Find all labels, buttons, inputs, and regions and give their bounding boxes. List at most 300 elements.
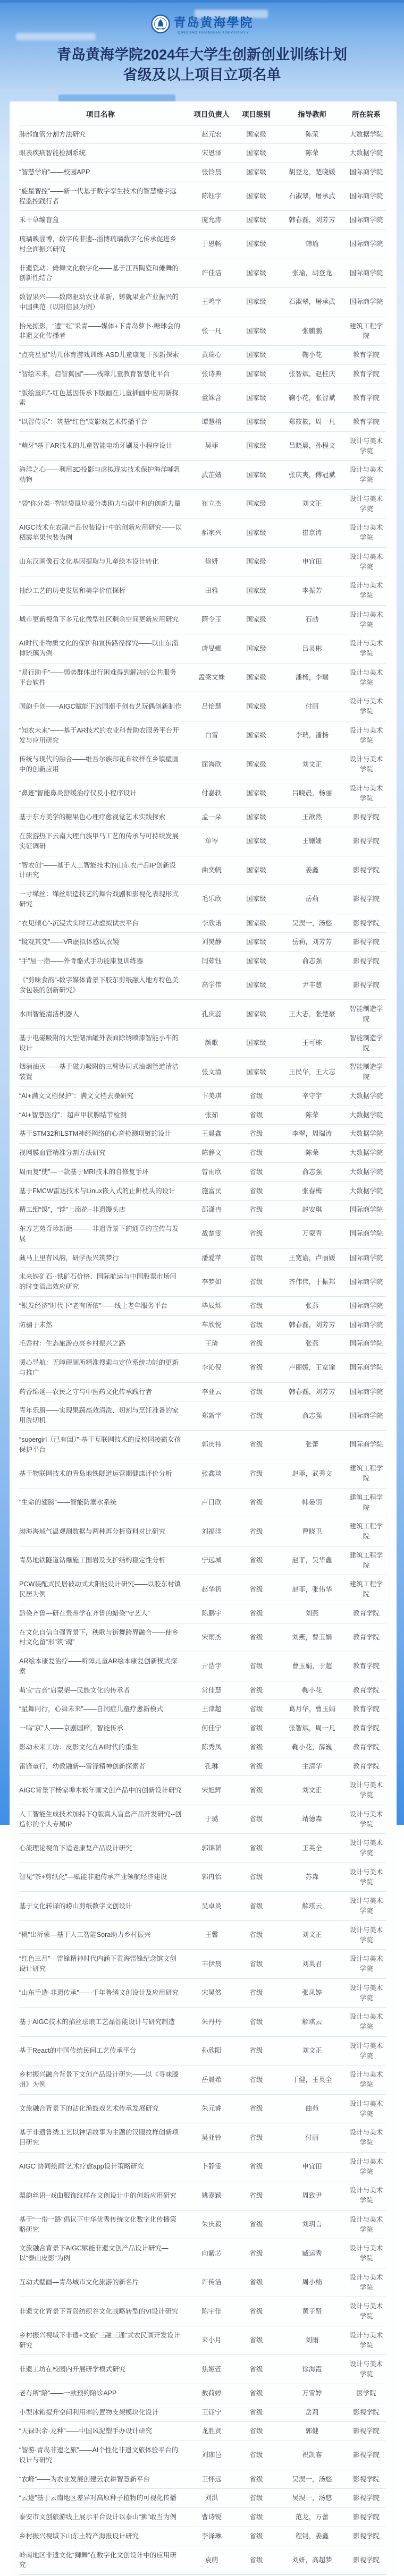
project-leader: 田雅 — [205, 586, 218, 594]
project-level: 国家级 — [246, 938, 266, 946]
project-level: 省级 — [249, 1441, 263, 1449]
table-row — [19, 548, 386, 577]
advisors: 程钊，姜鑫 — [295, 2532, 329, 2540]
project-name: 文旅融合背景下AIGC赋能非遗文创产品设计研究—以“泰山皮影”为例 — [19, 2245, 169, 2263]
project-leader: 刘洪 — [205, 2494, 218, 2502]
project-leader: 王琦 — [205, 1340, 218, 1348]
project-level: 省级 — [249, 2365, 263, 2373]
advisors: 石劼 — [305, 616, 319, 624]
department: 建筑工程学院 — [349, 1551, 383, 1569]
department: 设计与美术学院 — [349, 1926, 383, 1944]
table-row — [19, 1489, 386, 1518]
project-level: 省级 — [249, 1989, 263, 1997]
department: 国际商学院 — [349, 192, 383, 200]
project-level: 省级 — [249, 1187, 263, 1195]
project-level: 省级 — [249, 1844, 263, 1852]
department: 国际商学院 — [349, 168, 383, 176]
advisors: 付丽 — [305, 2133, 319, 2141]
project-leader: 宋旭辉 — [201, 1786, 222, 1794]
advisors: 张瑜，胡登龙 — [292, 269, 332, 277]
department: 国际商学院 — [349, 1388, 383, 1396]
department: 影视学院 — [352, 919, 380, 927]
project-name: AR绘本康复治疗——听障儿童AR绘本康复创新模式探索 — [19, 1657, 178, 1675]
project-leader: 焦娅萱 — [201, 2365, 222, 2373]
advisors: 吴淏一，汤悠 — [292, 2494, 332, 2502]
table-row — [19, 1863, 386, 1892]
project-name: “supergirl（已有闺）”-基于互联网技术的反校园凌霸女孩保护平台 — [19, 1435, 181, 1453]
department: 国际商学院 — [349, 1278, 383, 1286]
table-row — [19, 1201, 386, 1220]
project-level: 省级 — [249, 1499, 263, 1507]
advisors: 王英全 — [302, 1844, 322, 1852]
project-level: 国家级 — [246, 616, 266, 624]
project-name: “版绘童印”-红色基因传承下版画在儿童插画中应用新探索 — [19, 389, 179, 407]
department: 国际商学院 — [349, 1206, 383, 1214]
department: 教育学院 — [352, 1633, 380, 1641]
table-row — [19, 2546, 386, 2575]
department: 设计与美术学院 — [349, 2187, 383, 2205]
project-leader: 卢日欣 — [201, 1499, 222, 1507]
project-leader: 毛乐欣 — [201, 895, 222, 903]
project-level: 国家级 — [246, 327, 266, 335]
column-header-project-level: 项目级别 — [242, 110, 271, 118]
university-name-cn: 青岛黄海學院 — [173, 16, 254, 29]
table-row — [19, 490, 386, 519]
table-row — [19, 1700, 386, 1719]
department: 设计与美术学院 — [349, 2013, 383, 2031]
advisors: 周致尹 — [302, 2191, 322, 2199]
department: 国际商学院 — [349, 1254, 383, 1262]
project-level: 国家级 — [246, 418, 266, 426]
project-name: 梨韵丝语--戏曲服饰纹样在文创设计中的创新应用研究 — [19, 2191, 176, 2199]
project-name: 萌宝“古音”启蒙架—民族文化的传承者 — [19, 1686, 130, 1694]
advisors: 臧运秀 — [302, 2249, 322, 2257]
project-level: 国家级 — [246, 351, 266, 359]
department: 影视学院 — [352, 2494, 380, 2502]
table-row — [19, 1182, 386, 1201]
project-level: 国家级 — [246, 240, 266, 248]
table-row — [19, 1431, 386, 1460]
advisors: 陈荣 — [305, 130, 319, 138]
advisors: 王大志，张楚豪 — [289, 1010, 335, 1018]
university-name-en: QINGDAO HUANGHAI UNIVERSITY — [178, 31, 249, 35]
table-row — [19, 1979, 386, 2008]
project-level: 省级 — [249, 1168, 263, 1176]
advisors: 吕晓晨，杨丽 — [292, 789, 332, 797]
table-row — [19, 1719, 386, 1738]
project-leader: 黄瑞心 — [201, 351, 222, 359]
project-leader: 唐旻娜 — [201, 644, 222, 652]
project-leader: 曾雨欣 — [201, 1168, 222, 1176]
project-level: 省级 — [249, 2221, 263, 2229]
table-row — [19, 1575, 386, 1604]
advisors: 陈荣 — [305, 149, 319, 157]
project-leader: 吴菲 — [205, 442, 218, 450]
table-row — [19, 1623, 386, 1653]
advisors: 吕灵彬 — [302, 644, 322, 652]
project-name: “鼻迹”智能鼻炎舒缓治疗仪及小程序设计 — [19, 789, 137, 797]
advisors: 张燕 — [305, 1340, 319, 1348]
project-level: 国家级 — [246, 269, 266, 277]
table-row — [19, 2123, 386, 2153]
project-leader: 刘昊静 — [201, 938, 222, 946]
project-level: 省级 — [249, 2133, 263, 2141]
table-row — [19, 1268, 386, 1297]
table-row — [19, 1738, 386, 1757]
project-level: 省级 — [249, 1149, 263, 1157]
project-leader: 许佳洁 — [201, 269, 222, 277]
project-name: “AI+满文文档保护”：满文文档去噪研究 — [19, 1092, 133, 1100]
project-leader: 谭慧榕 — [201, 418, 222, 426]
department: 设计与美术学院 — [349, 2099, 383, 2118]
department: 设计与美术学院 — [349, 2360, 383, 2378]
advisors: 赵菲，张伟华 — [292, 1585, 332, 1593]
project-name: “镜观其变”——VR虚拟体感试衣镜 — [19, 938, 120, 946]
project-leader: 袁萌 — [205, 2556, 218, 2564]
table-row — [19, 1776, 386, 1805]
project-level: 省级 — [249, 2408, 263, 2416]
table-row — [19, 2037, 386, 2066]
department: 设计与美术学院 — [349, 466, 383, 484]
department: 大数据学院 — [349, 1092, 383, 1100]
project-leader: 白雪 — [205, 732, 218, 739]
table-row — [19, 518, 386, 548]
advisors: 张庆爽，傅冠斌 — [289, 471, 335, 479]
project-leader: 孟梁文姝 — [198, 674, 225, 682]
project-level: 国家级 — [246, 674, 266, 682]
project-leader: 卞美琪 — [201, 1092, 222, 1100]
project-level: 省级 — [249, 1705, 263, 1713]
project-leader: 曹诗锐 — [201, 2513, 222, 2521]
department: 设计与美术学院 — [349, 437, 383, 455]
advisors: 卢丽媛，王宽谕 — [289, 1364, 335, 1372]
table-row — [19, 952, 386, 971]
department: 设计与美术学院 — [349, 2071, 383, 2089]
project-leader: 孔庆蕊 — [201, 1010, 222, 1018]
project-name: 泰安市文创旅游线上展示平台设计以泰山“狮”敢当为例 — [19, 2513, 176, 2521]
table-row — [19, 933, 386, 952]
project-level: 省级 — [249, 2249, 263, 2257]
advisors: 黄子贤 — [302, 2307, 322, 2315]
project-level: 省级 — [249, 2494, 263, 2502]
department: 建筑工程学院 — [349, 1580, 383, 1599]
department: 建筑工程学院 — [349, 322, 383, 340]
advisors: 万蒙青 — [302, 1230, 322, 1238]
table-row — [19, 259, 386, 288]
project-name: “易行助手”——弱势群体出行困难得到解决的公共服务平台软件 — [19, 668, 176, 686]
advisors: 靖德森 — [302, 1815, 322, 1823]
table-body — [19, 125, 386, 2575]
project-leader: 丰伊晨 — [201, 1960, 222, 1968]
department: 大数据学院 — [349, 1149, 383, 1157]
table-row — [19, 2403, 386, 2422]
project-level: 国家级 — [246, 370, 266, 378]
project-level: 省级 — [249, 1724, 263, 1732]
title-underline-streak — [58, 95, 175, 101]
project-name: 青岛地铁隧道钻爆施工围岩及支护结构稳定性分析 — [19, 1557, 166, 1565]
project-name: 暖心导航：无障碍厕所精准搜索与定位系统功能的更新与推广 — [19, 1359, 179, 1376]
project-leader: 颜歌 — [205, 1039, 218, 1047]
project-leader: 王馨 — [205, 1931, 218, 1939]
advisors: 祝凯睿 — [302, 2451, 322, 2459]
table-row — [19, 1459, 386, 1489]
table-row — [19, 779, 386, 809]
project-leader: 朱庆毅 — [201, 2221, 222, 2229]
table-row — [19, 1892, 386, 1921]
advisors: 刘文正 — [302, 2047, 322, 2055]
project-leader: 赵元宏 — [201, 130, 222, 138]
project-leader: 刘珈邑 — [201, 2451, 222, 2459]
project-name: 传统与现代的融合——维吾尔族印花布纹样在乡镇壁画中的创新应用 — [19, 755, 179, 773]
project-name: 基于非遗鲁绣工艺以神话故事为主题的汉服纹样创新项目研究 — [19, 2129, 179, 2147]
project-name: 乡村振兴视域下山东土特产海报设计研究 — [19, 2532, 139, 2540]
department: 教育学院 — [352, 370, 380, 378]
department: 智能制造学院 — [349, 1063, 383, 1081]
department: 大数据学院 — [349, 1187, 383, 1195]
advisors: 辛守宇 — [302, 1092, 322, 1100]
project-leader: 朱丹丹 — [201, 2018, 222, 2026]
advisors: 岳莉，刘芳芳 — [292, 938, 332, 946]
department: 影视学院 — [352, 837, 380, 845]
project-leader: 李沁倪 — [201, 1364, 222, 1372]
table-row — [19, 2211, 386, 2240]
table-row — [19, 2527, 386, 2546]
department: 设计与美术学院 — [349, 2273, 383, 2291]
project-name: 城市更新视角下多元化微型社区剩余空间更新应用研究 — [19, 616, 179, 624]
university-logo — [0, 13, 404, 35]
project-name: 周而复“使”—一款基于MRI技术的自修复手环 — [19, 1168, 149, 1176]
project-name: 雷锋童行，幼教融新---雷锋精神创新探索者 — [19, 1762, 146, 1770]
table-row — [19, 1125, 386, 1144]
project-level: 省级 — [249, 2047, 263, 2055]
project-leader: 王晨鑫 — [201, 1130, 222, 1138]
project-level: 国家级 — [246, 1039, 266, 1047]
project-level: 省级 — [249, 2163, 263, 2171]
table-row — [19, 1220, 386, 1249]
department: 教育学院 — [352, 351, 380, 359]
project-name: 药香绵延—农民之守与中医药文化传承践行者 — [19, 1388, 153, 1396]
table-row — [19, 1334, 386, 1354]
project-leader: 常佳慧 — [201, 1686, 222, 1694]
department: 教育学院 — [352, 1724, 380, 1732]
project-level: 省级 — [249, 1960, 263, 1968]
project-leader: 屈海欣 — [201, 760, 222, 768]
project-level: 省级 — [249, 1786, 263, 1794]
department: 大数据学院 — [349, 149, 383, 157]
department: 设计与美术学院 — [349, 2042, 383, 2060]
advisors: 韩春磊，刘芳芳 — [289, 216, 335, 224]
project-level: 国家级 — [246, 813, 266, 821]
project-leader: 王怀远 — [201, 2475, 222, 2483]
project-name: “天禄识余·龙种”——中国风泥塑手办设计研究 — [19, 2427, 152, 2435]
project-name: 基于STM32和LSTM神经网络的心音检测项链的设计 — [19, 1130, 172, 1138]
advisors: 刘文正 — [302, 1931, 322, 1939]
project-level: 省级 — [249, 1585, 263, 1593]
department: 国际商学院 — [349, 1412, 383, 1419]
advisors: 刘文正 — [302, 1786, 322, 1794]
table-row — [19, 885, 386, 914]
advisors: 刘玥言 — [302, 2221, 322, 2229]
project-level: 省级 — [249, 1873, 263, 1881]
project-name: 青年乐厨——实现果蔬高效清洗、切割与烹饪准备的家用洗切机 — [19, 1407, 179, 1425]
project-level: 国家级 — [246, 866, 266, 874]
department: 建筑工程学院 — [349, 1523, 383, 1541]
advisors: 姜鑫 — [305, 866, 319, 874]
department: 设计与美术学院 — [349, 1810, 383, 1828]
table-row — [19, 211, 386, 230]
table-row — [19, 1058, 386, 1087]
project-name: 非遗瓷动：傩舞文化数字化——基于江西陶瓷和傩舞的创新性结合 — [19, 264, 179, 282]
table-row — [19, 1354, 386, 1383]
project-name: 视网膜血管精准分割方法研究 — [19, 1149, 106, 1157]
table-row — [19, 1106, 386, 1125]
department: 教育学院 — [352, 1662, 380, 1670]
project-name: 文旅融合背景下的沾化渔鼓戏艺术传承发展研究 — [19, 2105, 159, 2113]
project-name: “生命的翅膀”——智能防溺水系统 — [19, 1499, 117, 1507]
department: 设计与美术学院 — [349, 610, 383, 628]
project-level: 省级 — [249, 1092, 263, 1100]
project-level: 省级 — [249, 2513, 263, 2521]
department: 设计与美术学院 — [349, 2302, 383, 2320]
department: 影视学院 — [352, 2427, 380, 2435]
advisors: 苏森 — [305, 1873, 319, 1881]
department: 国际商学院 — [349, 269, 383, 277]
department: 影视学院 — [352, 2451, 380, 2459]
table-row — [19, 808, 386, 827]
table-row — [19, 1383, 386, 1402]
project-level: 国家级 — [246, 558, 266, 566]
table-row — [19, 230, 386, 259]
project-level: 国家级 — [246, 732, 266, 739]
advisors: 徐海霞 — [302, 2365, 322, 2373]
project-level: 省级 — [249, 1557, 263, 1565]
advisors: 尹丰慧 — [302, 981, 322, 989]
project-name: 互动式壁画—青岛城市文化旅游的新名片 — [19, 2279, 139, 2286]
department: 设计与美术学院 — [349, 1955, 383, 1973]
department: 影视学院 — [352, 866, 380, 874]
department: 影视学院 — [352, 2475, 380, 2483]
project-leader: 来小月 — [201, 2336, 222, 2344]
project-name: 东方艺苑奇珍新葩———非遗背景下的通草的宣传与发展 — [19, 1225, 179, 1243]
advisors: 曹玉娟，于超 — [292, 1662, 332, 1670]
project-name: “AI+智慧医疗”：超声甲状腺结节检测 — [19, 1111, 127, 1119]
project-leader: 姚嘉颖 — [201, 2191, 222, 2199]
project-name: “智农创”——基于人工智能技术的山东农产品IP创新设计研究 — [19, 861, 176, 879]
table-row — [19, 1000, 386, 1029]
advisors: 张智斌，周一凡 — [289, 1724, 335, 1732]
project-name: 禾干草编盲盒 — [19, 216, 60, 224]
department: 设计与美术学院 — [349, 2245, 383, 2263]
project-level: 省级 — [249, 1412, 263, 1419]
project-level: 省级 — [249, 2427, 263, 2435]
advisors: 鞠小花，薛巍 — [292, 1743, 332, 1751]
department: 设计与美术学院 — [349, 640, 383, 658]
project-leader: 郭冉怡 — [201, 1873, 222, 1881]
advisors: 刘文正 — [302, 500, 322, 508]
project-leader: 敖荷婷 — [201, 2389, 222, 2397]
department: 国际商学院 — [349, 1441, 383, 1449]
department: 建筑工程学院 — [349, 1493, 383, 1511]
project-name: 毛岙村：生态旅游点亮乡村振兴之路 — [19, 1340, 126, 1348]
table-row — [19, 288, 386, 317]
department: 智能制造学院 — [349, 1005, 383, 1023]
department: 国际商学院 — [349, 1340, 383, 1348]
project-level: 省级 — [249, 1633, 263, 1641]
advisors: 岳莉 — [305, 895, 319, 903]
department: 设计与美术学院 — [349, 668, 383, 686]
table-row — [19, 2268, 386, 2298]
advisors: 张燕 — [305, 1302, 319, 1310]
project-level: 国家级 — [246, 298, 266, 306]
table-row — [19, 1604, 386, 1623]
project-name: 乡村振兴融合背景下文创产品设计研究——以《寻味滕州》为例 — [19, 2071, 179, 2089]
project-level: 省级 — [249, 2475, 263, 2483]
advisors: 范龙，万蕾 — [295, 2513, 329, 2521]
project-level: 国家级 — [246, 500, 266, 508]
table-row — [19, 1950, 386, 1979]
department: 设计与美术学院 — [349, 2157, 383, 2175]
project-level: 省级 — [249, 1321, 263, 1329]
project-leader: 于璐 — [205, 1815, 218, 1823]
project-name: “点亮星星”幼儿体育游戏训练-ASD儿童康复干预新探索 — [19, 351, 179, 359]
advisors: 郑筱筱，周一凡 — [289, 418, 335, 426]
advisors: 潘杨，李瑞 — [295, 674, 329, 682]
department: 国际商学院 — [349, 298, 383, 306]
project-name: 智见“茶+剪纸化”—赋能非遗传承产业领航经济建设 — [19, 1873, 167, 1881]
advisors: 吕晓晨，孙程文 — [289, 442, 335, 450]
project-name: “山东手造·非遗传承”——千年鲁绣文创设计及应用研究 — [19, 1989, 179, 1997]
project-leader: 付嘉轶 — [201, 789, 222, 797]
advisors: 岳莉 — [305, 2408, 319, 2416]
table-row — [19, 1249, 386, 1268]
project-leader: 隋令玉 — [201, 616, 222, 624]
department: 教育学院 — [352, 1686, 380, 1694]
project-level: 省级 — [249, 2191, 263, 2199]
department: 设计与美术学院 — [349, 755, 383, 773]
table-row — [19, 1757, 386, 1776]
project-leader: 吴亚铃 — [201, 2133, 222, 2141]
project-leader: 闫茹钰 — [201, 957, 222, 965]
advisors: 赵菲，武秀文 — [292, 1469, 332, 1477]
table-row — [19, 2008, 386, 2037]
project-leader: 卜静雯 — [201, 2163, 222, 2171]
project-leader: 陈静文 — [201, 1149, 222, 1157]
project-level: 省级 — [249, 1111, 263, 1119]
project-level: 省级 — [249, 1254, 263, 1262]
project-level: 国家级 — [246, 644, 266, 652]
project-leader: 毕辰烁 — [201, 1302, 222, 1310]
table-row — [19, 1316, 386, 1335]
project-name: 海洋之心——利用3D投影与虚拟现实技术保护海洋哺乳动物 — [19, 466, 181, 484]
project-name: 黔染齐鲁—研在贵州学在齐鲁的蜡染“守艺人” — [19, 1609, 150, 1617]
department: 大数据学院 — [349, 130, 383, 138]
project-level: 省级 — [249, 1130, 263, 1138]
project-level: 国家级 — [246, 760, 266, 768]
project-leader: 于恩畅 — [201, 240, 222, 248]
table-row — [19, 461, 386, 490]
advisors: 吴淏一，汤悠 — [292, 919, 332, 927]
table-row — [19, 2153, 386, 2182]
table-row — [19, 721, 386, 751]
project-name: 数智果兴——数商驱动农业革新，铸就果业产业振兴的中国典范（以阳信县为例） — [19, 293, 179, 311]
project-leader: 高学伟 — [201, 981, 222, 989]
advisors: 俞志强 — [302, 1412, 322, 1419]
department: 国际商学院 — [349, 216, 383, 224]
column-header-department: 所在院系 — [352, 110, 381, 118]
advisors: 石淑翠，屠承武 — [289, 192, 335, 200]
advisors: 刘妍，高超梦 — [292, 2556, 332, 2564]
project-leader: 王鸣宇 — [201, 298, 222, 306]
